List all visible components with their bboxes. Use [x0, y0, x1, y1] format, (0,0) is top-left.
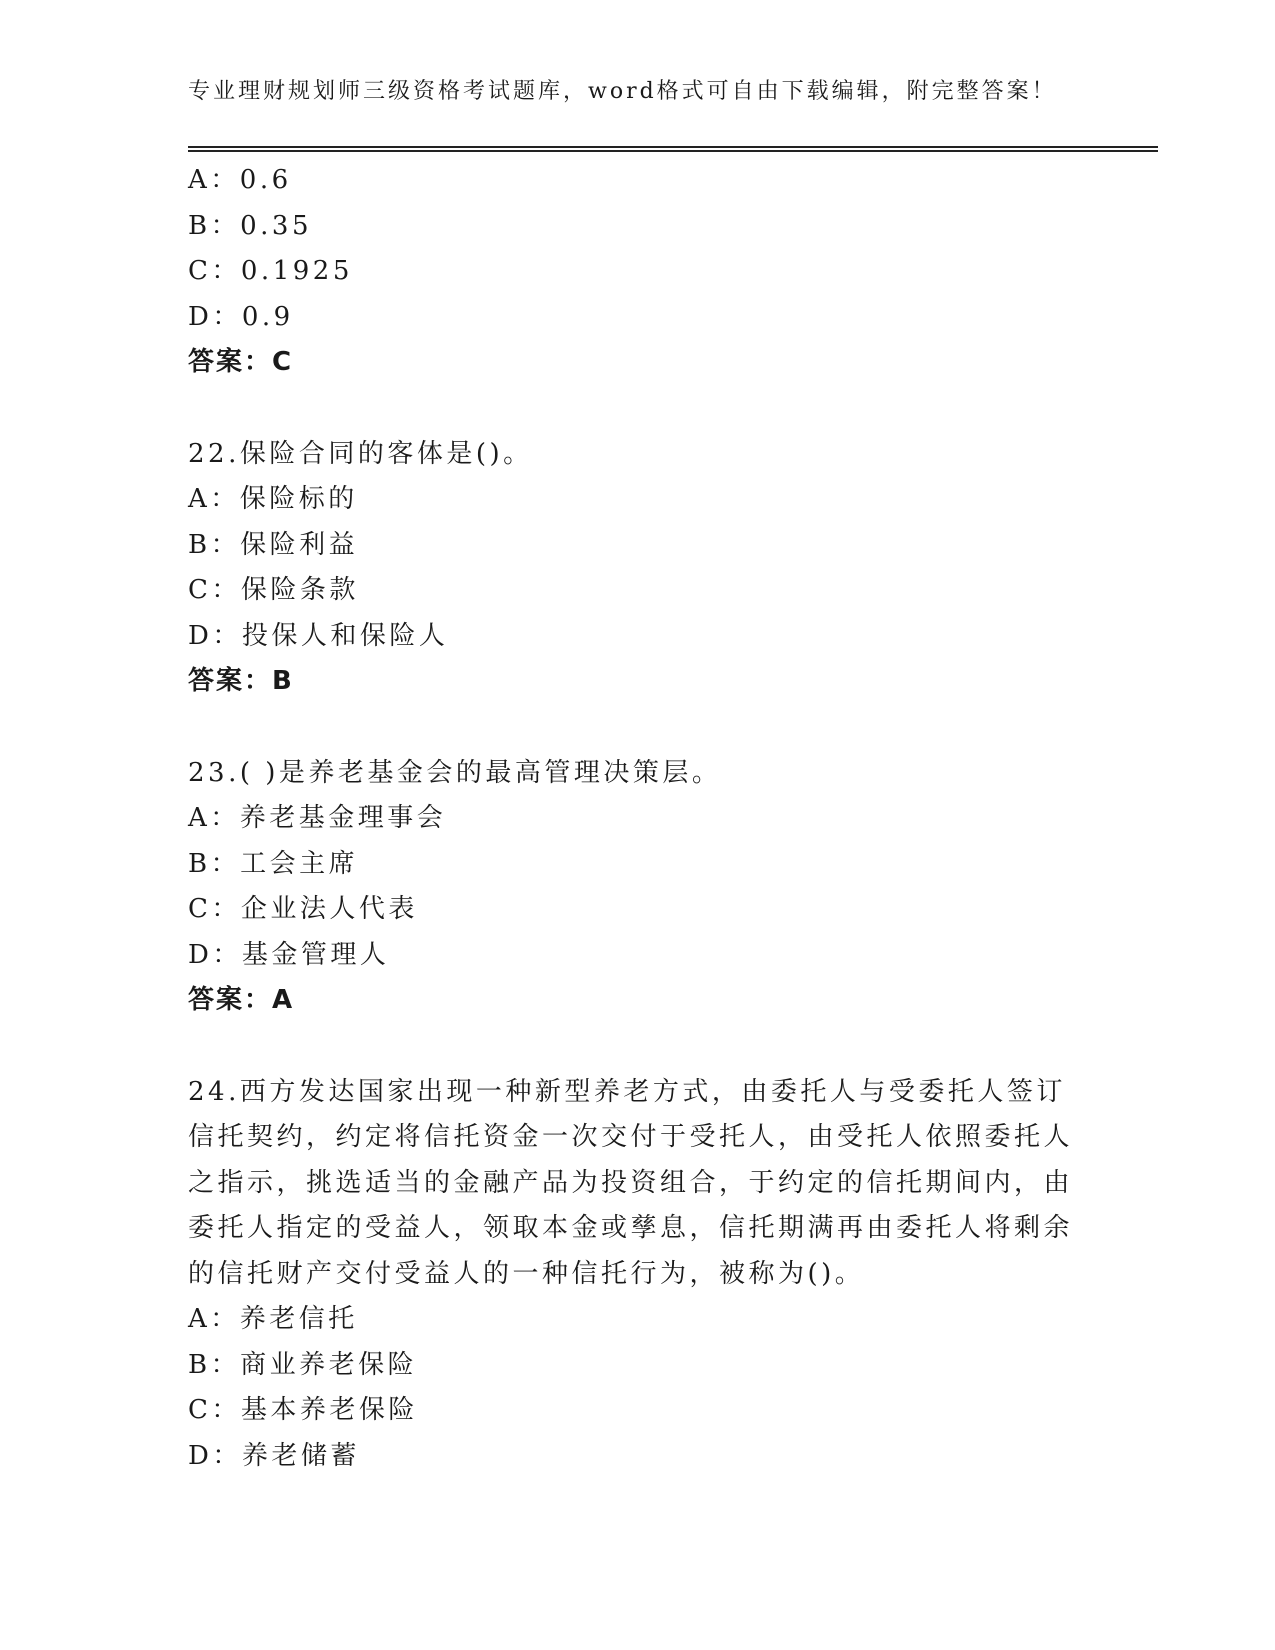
question-24	[188, 1070, 1088, 1480]
option-d: D：0.9	[188, 301, 294, 332]
option-d: D：养老储蓄	[188, 1440, 360, 1471]
question-stem: 23.( )是养老基金会的最高管理决策层。	[188, 757, 722, 788]
option-d: D：基金管理人	[188, 939, 390, 970]
page-header: 专业理财规划师三级资格考试题库，word格式可自由下载编辑，附完整答案！	[188, 79, 1057, 104]
option-c: C：基本养老保险	[188, 1395, 418, 1425]
answer-line: 答案：C	[188, 347, 294, 377]
header-divider	[188, 146, 1158, 152]
option-b: B：商业养老保险	[188, 1349, 418, 1380]
option-d: D：投保人和保险人	[188, 620, 449, 651]
spacer	[188, 386, 1088, 432]
answer-line: 答案：A	[188, 985, 295, 1015]
option-b: B：工会主席	[188, 848, 359, 879]
question-23	[188, 751, 1088, 1024]
question-22	[188, 432, 1088, 705]
spacer	[188, 1024, 1088, 1070]
option-a: A：养老信托	[188, 1304, 358, 1334]
question-stem: 24.西方发达国家出现一种新型养老方式，由委托人与受委托人签订信托契约，约定将信托资金一次交付于受托人，由受托人依照委托人之指示，挑选适当的金融产品为投资组合，于约定的信托期间内，由委托人指定的受益人，领取本金或孳息，信托期满再由委托人将剩余的信托财产交付受益人的一种信托行为，被称为()。	[188, 1076, 1074, 1289]
option-b: B：保险利益	[188, 529, 359, 560]
option-b: B：0.35	[188, 210, 312, 241]
option-c: C：企业法人代表	[188, 894, 418, 924]
document-body	[188, 158, 1088, 1479]
option-a: A：保险标的	[188, 484, 358, 514]
option-a: A：养老基金理事会	[188, 803, 447, 833]
question-stem: 22.保险合同的客体是()。	[188, 438, 533, 469]
option-c: C：保险条款	[188, 575, 359, 605]
spacer	[188, 705, 1088, 751]
option-c: C：0.1925	[188, 256, 353, 286]
option-a: A：0.6	[188, 165, 292, 195]
answer-line: 答案：B	[188, 666, 294, 696]
question-21-tail	[188, 158, 1088, 386]
